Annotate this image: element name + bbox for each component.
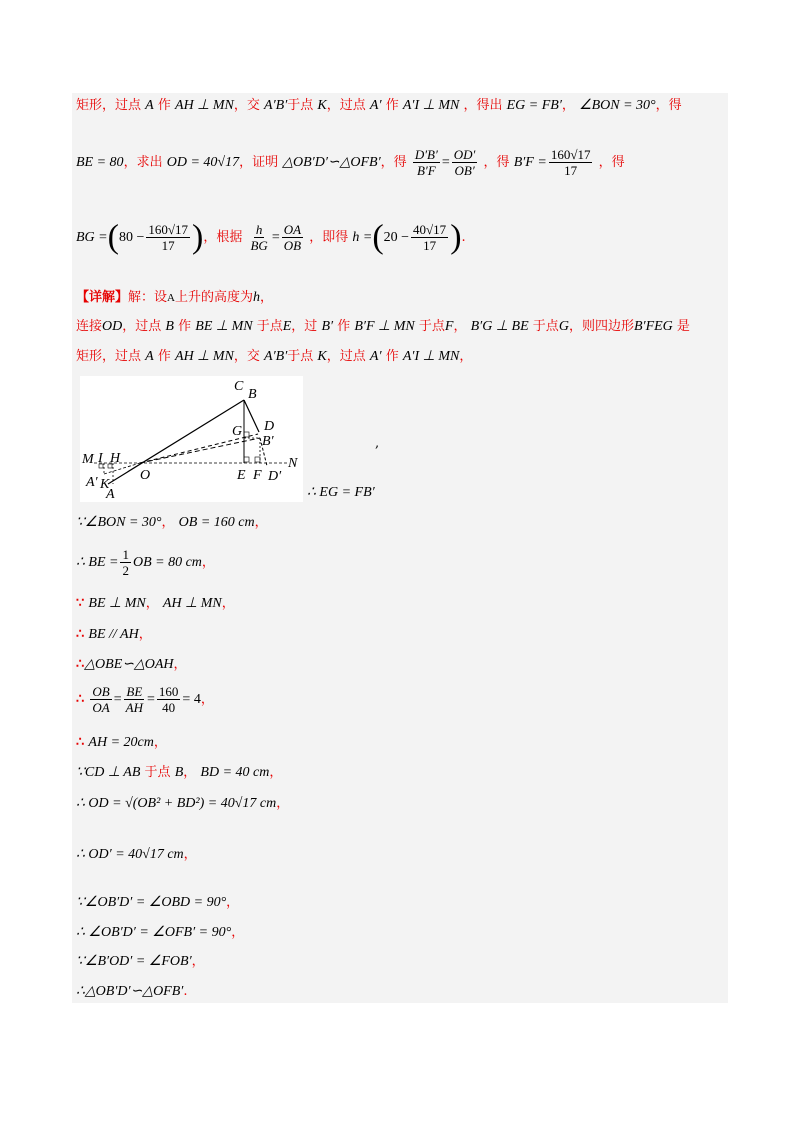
proof-line-13: ∵∠B′OD′ = ∠FOB′， xyxy=(76,954,205,969)
segment-bd xyxy=(244,400,259,432)
fraction: $\frac{1}{2}$ xyxy=(122,547,129,578)
label-d: D xyxy=(264,419,275,434)
proof-line-3: ∵ BE ⊥ MN， AH ⊥ MN， xyxy=(76,596,235,611)
detail-heading: 【详解】解：设A上升的高度为h， xyxy=(76,290,274,305)
fraction: $\frac{160√17}{17}$ xyxy=(148,222,188,253)
proof-line-8: ∵CD ⊥ AB 于点 B， BD = 40 cm， xyxy=(76,765,283,780)
proof-line-6: ∴ $\frac{OB}{OA}$ = $\frac{BE}{AH}$ = $\frac{160}{40}$ = 4， xyxy=(76,684,214,715)
label-k: K xyxy=(100,477,110,492)
label-a: A xyxy=(106,487,115,502)
proof-line-10: ∴ OD′ = 40√17 cm， xyxy=(76,847,197,862)
right-angle-e xyxy=(244,457,249,462)
proof-line-12: ∴ ∠OB′D′ = ∠OFB′ = 90°， xyxy=(76,925,245,940)
geometry-diagram xyxy=(80,376,303,502)
proof-line-14: ∴△OB′D′∽△OFB′. xyxy=(76,984,188,999)
label-c: C xyxy=(234,379,244,394)
fraction: $\frac{OA}{OB}$ xyxy=(283,222,302,253)
proof-line-eg: ∴ EG = FB′ xyxy=(307,485,375,500)
proof-line-2: ∴ BE = $\frac{1}{2}$ OB = 80 cm， xyxy=(76,547,215,578)
fraction: $\frac{OB}{OA}$ xyxy=(92,684,110,715)
label-h: H xyxy=(110,451,121,466)
proof-line-1: ∵∠BON = 30°， OB = 160 cm， xyxy=(76,515,268,530)
proof-line-4: ∴ BE // AH， xyxy=(76,627,152,642)
label-b: B xyxy=(248,387,257,402)
label-e: E xyxy=(237,468,246,483)
fraction: $\frac{h}{BG}$ xyxy=(250,222,268,253)
fraction: $\frac{OD'}{OB'}$ xyxy=(453,147,476,178)
proof-line-5: ∴△OBE∽△OAH， xyxy=(76,657,187,672)
label-m: M xyxy=(82,452,94,467)
fraction: $\frac{160√17}{17}$ xyxy=(550,147,591,178)
segment-ob-prime xyxy=(140,438,260,463)
hint-line-3: BG =(80 − $\frac{160√17}{17}$ )，根据 $\frac{h}{BG}$ = $\frac{OA}{OB}$ ，即得 h =(20 − $\frac{40√17}{17}$ ). xyxy=(76,218,466,256)
right-angle-g xyxy=(244,432,249,437)
fraction: $\frac{D'B'}{B'F}$ xyxy=(414,147,438,178)
label-n: N xyxy=(288,456,298,471)
label-b-prime: B′ xyxy=(262,434,274,449)
figure-comma: , xyxy=(375,436,380,451)
label-f: F xyxy=(253,468,262,483)
detail-line-1: 连接OD，过点 B 作 BE ⊥ MN 于点E，过 B′ 作 B′F ⊥ MN 于点F， B′G ⊥ BE 于点G，则四边形B′FEG 是 xyxy=(76,319,690,334)
right-angle-f xyxy=(255,457,260,462)
proof-line-11: ∵∠OB′D′ = ∠OBD = 90°， xyxy=(76,895,240,910)
geometry-figure xyxy=(80,376,303,502)
label-a-prime: A′ xyxy=(86,475,98,490)
label-i: I xyxy=(98,451,103,466)
hint-line-2: BE = 80，求出 OD = 40√17，证明 △OB′D′∽△OFB′，得 $\frac{D'B'}{B'F}$ = $\frac{OD'}{OB'}$ ，得 B′F = $\frac{160√17}{17}$ ，得 xyxy=(76,147,625,178)
hint-line-1: 矩形，过点 A 作 AH ⊥ MN，交 A′B′于点 K，过点 A′ 作 A′I ⊥ MN ，得出 EG = FB′， ∠BON = 30°，得 xyxy=(76,98,682,113)
fraction: $\frac{BE}{AH}$ xyxy=(125,684,144,715)
label-g: G xyxy=(232,424,243,439)
label-o: O xyxy=(140,468,151,483)
detail-line-2: 矩形，过点 A 作 AH ⊥ MN，交 A′B′于点 K，过点 A′ 作 A′I ⊥ MN， xyxy=(76,349,473,364)
fraction: $\frac{160}{40}$ xyxy=(158,684,179,715)
fraction: $\frac{40√17}{17}$ xyxy=(413,222,447,253)
label-d-prime: D′ xyxy=(268,469,282,484)
proof-line-7: ∴ AH = 20cm， xyxy=(76,735,167,750)
proof-line-9: ∴ OD = √(OB² + BD²) = 40√17 cm， xyxy=(76,796,290,811)
